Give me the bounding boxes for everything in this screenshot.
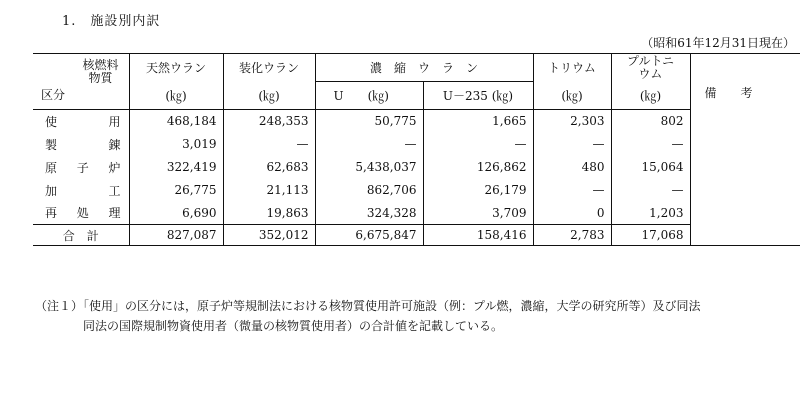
col-header-depleted: 装化ウラン (223, 54, 315, 82)
cell-depleted: 248,353 (223, 110, 315, 133)
total-thorium: 2,783 (533, 225, 611, 246)
cell-depleted: 21,113 (223, 179, 315, 202)
total-depleted: 352,012 (223, 225, 315, 246)
facility-breakdown-table (33, 53, 800, 246)
unit-u: U (㎏) (315, 82, 423, 110)
cell-u235: 126,862 (423, 156, 533, 179)
unit-natural: (㎏) (129, 82, 223, 110)
cell-thorium: — (533, 179, 611, 202)
header-row-top (33, 54, 800, 82)
remarks-column (690, 54, 800, 246)
col-header-natural: 天然ウラン (129, 54, 223, 82)
col-header-plutonium (611, 54, 690, 82)
unit-plutonium: (㎏) (611, 82, 690, 110)
footnote-line-1: （注１）「使用」の区分には，原子炉等規制法における核物質使用許可施設（例：プル燃，濃縮，大学の研究所等）及び同法 (35, 299, 701, 313)
cell-depleted: — (223, 133, 315, 156)
cell-plutonium: 15,064 (611, 156, 690, 179)
cell-u: 324,328 (315, 202, 423, 225)
footnote (35, 296, 805, 336)
cell-u: 5,438,037 (315, 156, 423, 179)
cell-plutonium: 802 (611, 110, 690, 133)
cell-thorium: 2,303 (533, 110, 611, 133)
cell-depleted: 19,863 (223, 202, 315, 225)
cell-natural: 26,775 (174, 183, 217, 197)
footnote-line-2: 同法の国際規制物資使用者（微量の核物質使用者）の合計値を記載している。 (83, 319, 504, 333)
cell-natural: 322,419 (166, 160, 217, 174)
table-row (33, 202, 800, 225)
as-of-date: （昭和61年12月31日現在） (641, 36, 795, 50)
cell-u235: 26,179 (423, 179, 533, 202)
cell-plutonium: — (611, 179, 690, 202)
cell-u: 862,706 (315, 179, 423, 202)
total-u: 6,675,847 (315, 225, 423, 246)
cell-natural: 6,690 (129, 202, 223, 225)
table-row (33, 110, 800, 133)
total-u235: 158,416 (423, 225, 533, 246)
unit-thorium: (㎏) (533, 82, 611, 110)
cell-plutonium: — (611, 133, 690, 156)
cell-u235: — (423, 133, 533, 156)
header-row-units (33, 82, 800, 110)
section-heading: 1. 施設別内訳 (62, 14, 161, 29)
col-header-enriched: 濃 縮 ウ ラ ン (315, 54, 533, 82)
total-label: 合 計 (33, 225, 129, 246)
row-label: 製 錬 (33, 133, 129, 156)
total-plutonium: 17,068 (611, 225, 690, 246)
cell-u: — (315, 133, 423, 156)
table-row (33, 156, 800, 179)
total-row (33, 225, 800, 246)
row-label: 使 用 (33, 110, 129, 133)
cell-thorium: — (533, 133, 611, 156)
cell-natural: 3,019 (182, 137, 217, 151)
table-row (33, 133, 800, 156)
unit-u235: U－235 (㎏) (423, 82, 533, 110)
corner-bottom-label: 区分 (41, 87, 66, 102)
col-header-remarks: 備 考 (704, 86, 753, 100)
cell-u235: 3,709 (423, 202, 533, 225)
cell-thorium: 480 (533, 156, 611, 179)
total-natural: 827,087 (129, 225, 223, 246)
cell-plutonium: 1,203 (611, 202, 690, 225)
row-label: 再処理 (33, 202, 129, 225)
row-label: 原子炉 (33, 156, 129, 179)
corner-header-cell (33, 54, 129, 110)
cell-u235: 1,665 (423, 110, 533, 133)
col-header-thorium: トリウム (533, 54, 611, 82)
cell-thorium: 0 (533, 202, 611, 225)
cell-u: 50,775 (315, 110, 423, 133)
unit-depleted: (㎏) (223, 82, 315, 110)
plutonium-label: プルトニウム (626, 53, 675, 81)
table-row (33, 179, 800, 202)
cell-natural: 468,184 (166, 114, 217, 129)
cell-depleted: 62,683 (223, 156, 315, 179)
corner-top-label: 核燃料 物質 (82, 57, 119, 85)
row-label: 加 工 (33, 179, 129, 202)
